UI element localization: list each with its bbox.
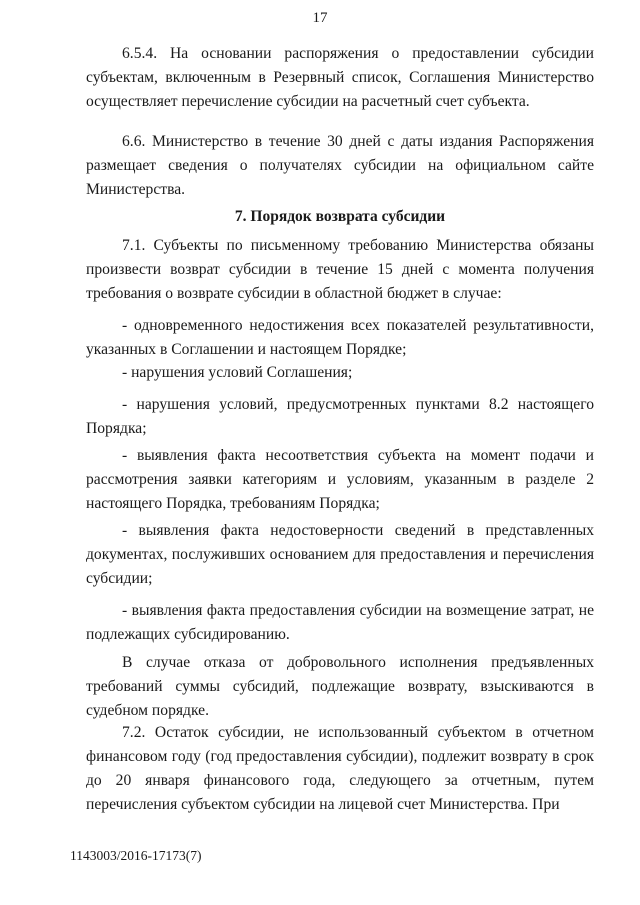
list-item: - выявления факта несоответствия субъекта на момент подачи и рассмотрения заявки категориям и условиям, указанным в разделе 2 настоящего Порядка, требованиям Порядка;	[86, 447, 594, 512]
paragraph-7-1: 7.1. Субъекты по письменному требованию Министерства обязаны произвести возврат субсидии в течение 15 дней с момента получения требования о возврате субсидии в областной бюджет в случае:	[86, 237, 594, 302]
page-number: 17	[312, 10, 328, 26]
section-heading: 7. Порядок возврата субсидии	[234, 208, 446, 225]
list-item: - нарушения условий, предусмотренных пунктами 8.2 настоящего Порядка;	[86, 396, 594, 437]
paragraph-6-5-4: 6.5.4. На основании распоряжения о предоставлении субсидии субъектам, включенным в Резервный список, Соглашения Министерство осуществляет перечисление субсидии на расчетный счет субъекта.	[86, 45, 594, 110]
list-item: - одновременного недостижения всех показателей результативности, указанных в Соглашении и настоящем Порядке;	[86, 317, 594, 358]
list-item: - выявления факта недостоверности сведений в представленных документах, послуживших основанием для предоставления и перечисления субсидии;	[86, 522, 594, 587]
paragraph-refusal: В случае отказа от добровольного исполнения предъявленных требований суммы субсидий, подлежащие возврату, взыскиваются в судебном порядке.	[86, 654, 594, 719]
paragraph-6-6: 6.6. Министерство в течение 30 дней с даты издания Распоряжения размещает сведения о получателях субсидии на официальном сайте Министерства.	[86, 133, 594, 198]
list-item: - выявления факта предоставления субсидии на возмещение затрат, не подлежащих субсидированию.	[86, 602, 594, 643]
paragraph-7-2: 7.2. Остаток субсидии, не использованный субъектом в отчетном финансовом году (год предоставления субсидии), подлежит возврату в срок до 20 января финансового года, следующего за отчетным, путем перечисления субъектом субсидии на лицевой счет Министерства. При	[86, 724, 594, 813]
list-item: - нарушения условий Соглашения;	[122, 364, 353, 381]
document-code: 1143003/2016-17173(7)	[70, 848, 202, 863]
